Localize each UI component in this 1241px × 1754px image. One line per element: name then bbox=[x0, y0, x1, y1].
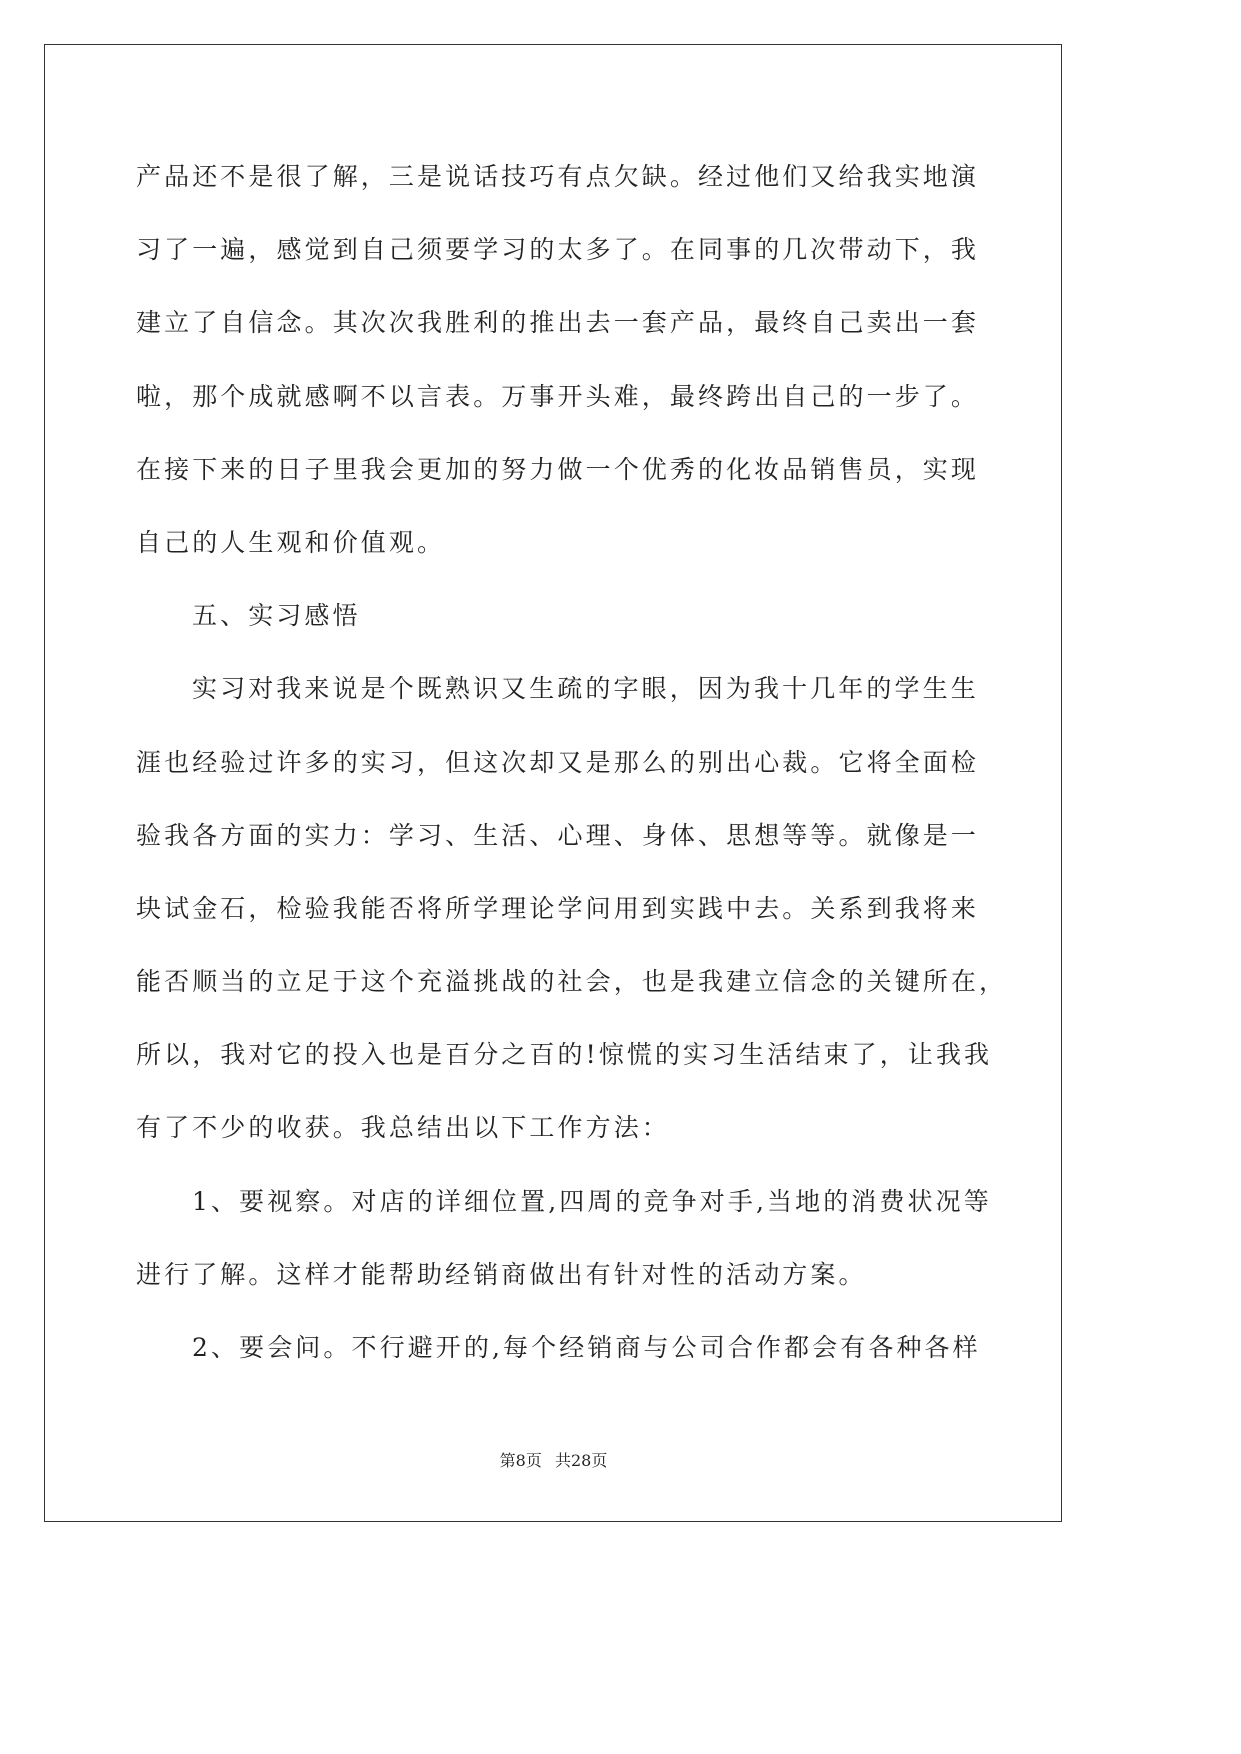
text-line: 实习对我来说是个既熟识又生疏的字眼，因为我十几年的学生生 bbox=[192, 674, 979, 704]
page-footer bbox=[0, 1448, 1107, 1471]
text-line: 进行了解。这样才能帮助经销商做出有针对性的活动方案。 bbox=[136, 1259, 867, 1289]
list-item: 1、要视察。对店的详细位置,四周的竞争对手,当地的消费状况等 bbox=[192, 1186, 992, 1216]
text-line: 块试金石，检验我能否将所学理论学问用到实践中去。关系到我将来 bbox=[136, 893, 980, 923]
text-line: 所以，我对它的投入也是百分之百的!惊慌的实习生活结束了，让我我 bbox=[136, 1040, 993, 1070]
text-line: 能否顺当的立足于这个充溢挑战的社会，也是我建立信念的关键所在， bbox=[136, 967, 1008, 997]
text-line: 产品还不是很了解，三是说话技巧有点欠缺。经过他们又给我实地演 bbox=[136, 162, 980, 191]
text-line: 涯也经验过许多的实习，但这次却又是那么的别出心裁。它将全面检 bbox=[136, 747, 980, 777]
document-body bbox=[136, 140, 1008, 1384]
text-line: 自己的人生观和价值观。 bbox=[136, 527, 446, 557]
text-line: 啦，那个成就感啊不以言表。万事开头难，最终跨出自己的一步了。 bbox=[136, 381, 980, 411]
page-number-total: 共28页 bbox=[554, 1451, 608, 1470]
text-line: 在接下来的日子里我会更加的努力做一个优秀的化妆品销售员，实现 bbox=[136, 454, 980, 484]
text-line: 有了不少的收获。我总结出以下工作方法： bbox=[136, 1113, 670, 1143]
text-line: 验我各方面的实力：学习、生活、心理、身体、思想等等。就像是一 bbox=[136, 820, 980, 850]
text-line: 建立了自信念。其次次我胜利的推出去一套产品，最终自己卖出一套 bbox=[136, 308, 980, 338]
list-item: 2、要会问。不行避开的,每个经销商与公司合作都会有各种各样 bbox=[192, 1333, 981, 1362]
section-heading: 五、实习感悟 bbox=[192, 601, 361, 631]
page-number-current: 第8页 bbox=[499, 1451, 542, 1470]
text-line: 习了一遍，感觉到自己须要学习的太多了。在同事的几次带动下，我 bbox=[136, 235, 980, 265]
